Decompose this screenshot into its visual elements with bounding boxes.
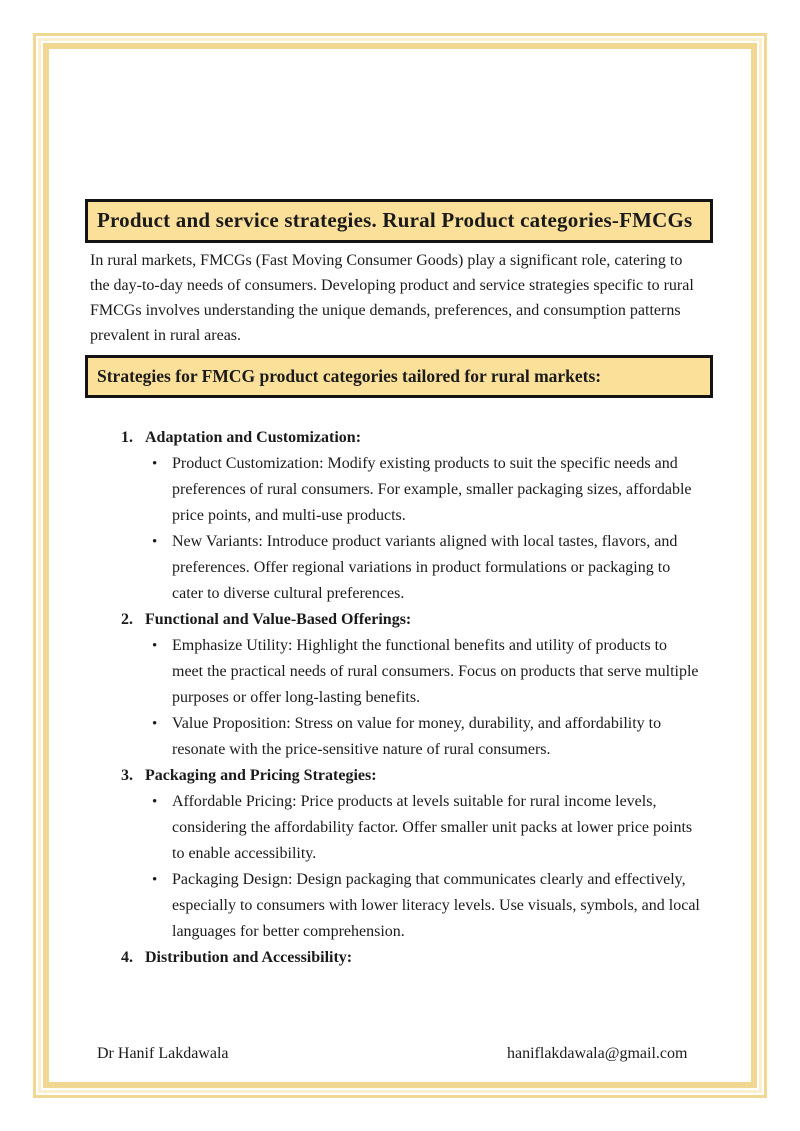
list-item-title: Functional and Value-Based Offerings: <box>145 611 412 628</box>
bullet-icon: • <box>152 872 158 888</box>
bullet-item <box>85 451 713 529</box>
list-item-heading-row <box>85 425 713 451</box>
bullet-icon: • <box>152 638 158 654</box>
list-item-title: Distribution and Accessibility: <box>145 949 353 966</box>
bullet-item <box>85 529 713 607</box>
bullet-item <box>85 711 713 763</box>
section-heading-box <box>85 355 713 398</box>
intro-paragraph: In rural markets, FMCGs (Fast Moving Consumer Goods) play a significant role, catering to the day-to-day needs of consumers. Developing product and service strategies specific to rural FMCGs involves understanding the unique demands, preferences, and consumption patterns prevalent in rural areas. <box>90 252 694 344</box>
page-title: Product and service strategies. Rural Product categories-FMCGs <box>97 208 693 232</box>
bullet-text: New Variants: Introduce product variants aligned with local tastes, flavors, and preferences. Offer regional variations in product formulations or packaging to cater to diverse cultural preferences. <box>172 533 678 602</box>
list-item-distribution <box>85 945 713 971</box>
list-item-adaptation <box>85 425 713 607</box>
footer-author: Dr Hanif Lakdawala <box>97 1045 229 1062</box>
list-item-packaging <box>85 763 713 945</box>
footer-email: haniflakdawala@gmail.com <box>507 1045 688 1062</box>
list-item-number: 2. <box>121 611 133 628</box>
bullet-icon: • <box>152 534 158 550</box>
list-item-functional <box>85 607 713 763</box>
bullet-icon: • <box>152 794 158 810</box>
bullet-item <box>85 633 713 711</box>
section-heading: Strategies for FMCG product categories tailored for rural markets: <box>97 366 602 386</box>
list-item-heading-row <box>85 763 713 789</box>
bullet-item <box>85 867 713 945</box>
bullet-text: Value Proposition: Stress on value for money, durability, and affordability to resonate with the price-sensitive nature of rural consumers. <box>172 715 662 758</box>
list-item-number: 4. <box>121 949 133 966</box>
list-item-heading-row <box>85 945 713 971</box>
bullet-text: Packaging Design: Design packaging that communicates clearly and effectively, especially to consumers with lower literacy levels. Use visuals, symbols, and local languages for better comprehension. <box>172 871 700 940</box>
bullet-item <box>85 789 713 867</box>
bullet-text: Emphasize Utility: Highlight the functional benefits and utility of products to meet the practical needs of rural consumers. Focus on products that serve multiple purposes or offer long-lasting benefits. <box>172 637 699 706</box>
bullet-icon: • <box>152 456 158 472</box>
list-item-title: Packaging and Pricing Strategies: <box>145 767 377 784</box>
list-item-number: 1. <box>121 429 133 446</box>
list-item-number: 3. <box>121 767 133 784</box>
document-content <box>85 199 713 971</box>
bullet-text: Affordable Pricing: Price products at levels suitable for rural income levels, considering the affordability factor. Offer smaller unit packs at lower price points to enable accessibility. <box>172 793 693 862</box>
strategy-list <box>85 425 713 971</box>
bullet-icon: • <box>152 716 158 732</box>
list-item-title: Adaptation and Customization: <box>145 429 362 446</box>
bullet-text: Product Customization: Modify existing products to suit the specific needs and preferences of rural consumers. For example, smaller packaging sizes, affordable price points, and multi-use products. <box>172 455 692 524</box>
title-heading-box <box>85 199 713 243</box>
list-item-heading-row <box>85 607 713 633</box>
